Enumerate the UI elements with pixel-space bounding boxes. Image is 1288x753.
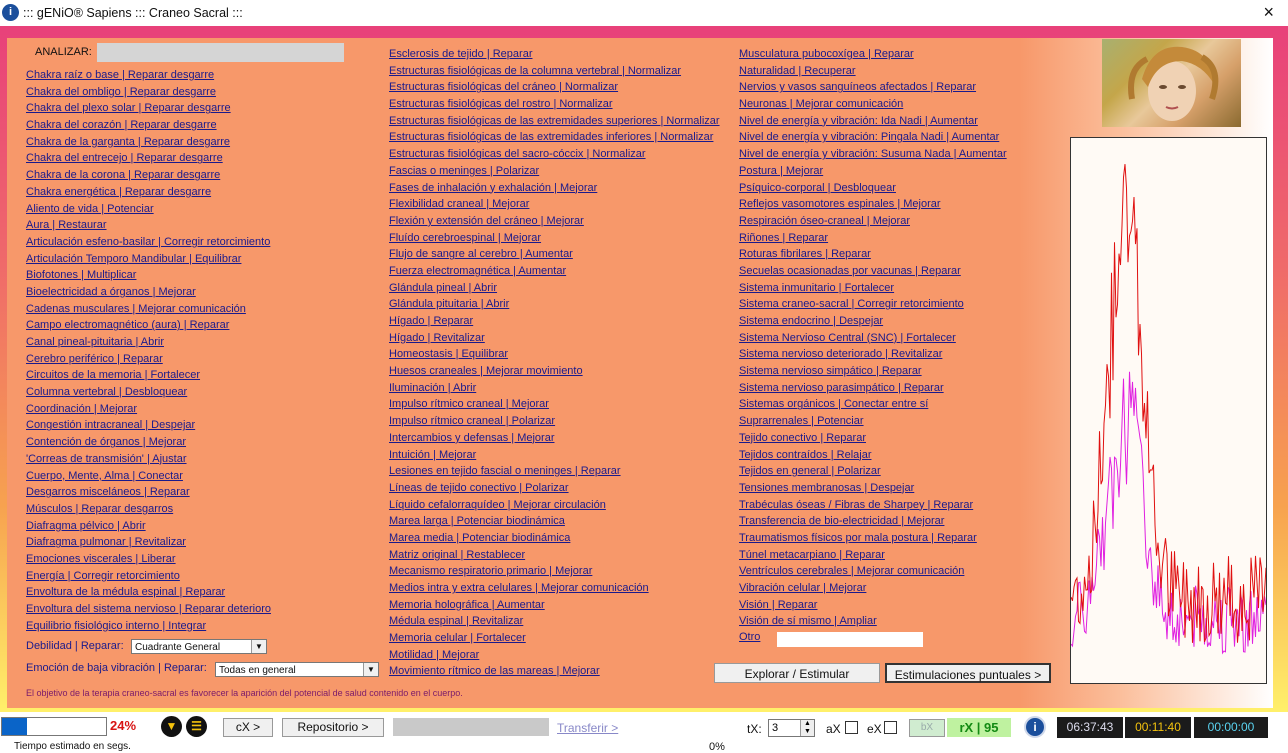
transfer-progress <box>393 718 549 736</box>
therapy-link[interactable]: Motilidad | Mejorar <box>389 648 480 661</box>
column-left <box>26 67 271 634</box>
therapy-link[interactable]: Esclerosis de tejido | Reparar <box>389 48 533 60</box>
debilidad-select[interactable] <box>131 639 267 654</box>
otro-input[interactable] <box>777 632 923 647</box>
therapy-link[interactable]: Flujo de sangre al cerebro | Aumentar <box>389 248 573 261</box>
therapy-link[interactable]: Bioelectricidad a órganos | Mejorar <box>26 285 196 298</box>
debilidad-label: Debilidad | Reparar: <box>26 640 124 652</box>
therapy-link[interactable]: Glándula pituitaria | Abrir <box>389 298 510 311</box>
signal-graph <box>1070 137 1267 684</box>
title-bar <box>0 0 1288 26</box>
tx-label: tX: <box>747 722 762 736</box>
chevron-down-icon[interactable]: ▼ <box>363 663 378 676</box>
tx-stepper[interactable] <box>768 719 815 737</box>
therapy-link[interactable]: Mecanismo respiratorio primario | Mejorar <box>389 565 593 578</box>
therapy-link[interactable]: Secuelas ocasionadas por vacunas | Reparar <box>739 264 961 277</box>
therapy-link[interactable]: Energía | Corregir retorcimiento <box>26 569 180 582</box>
therapy-link[interactable]: Chakra energética | Reparar desgarre <box>26 185 212 198</box>
ex-label: eX <box>867 722 882 736</box>
therapy-link[interactable]: Hígado | Reparar <box>389 315 474 327</box>
therapy-link[interactable]: Emociones viscerales | Liberar <box>26 552 176 565</box>
therapy-link[interactable]: Lesiones en tejido fascial o meninges | Reparar <box>389 465 621 478</box>
therapy-link[interactable]: Cuerpo, Mente, Alma | Conectar <box>26 469 183 482</box>
therapy-link[interactable]: Diafragma pélvico | Abrir <box>26 519 146 532</box>
analizar-input[interactable] <box>97 43 344 62</box>
therapy-link[interactable]: Sistema nervioso deteriorado | Revitalizar <box>739 348 943 361</box>
therapy-link[interactable]: Memoria holográfica | Aumentar <box>389 598 545 611</box>
therapy-link[interactable]: Estructuras fisiológicas de las extremidades superiores | Normalizar <box>389 114 720 127</box>
therapy-link[interactable]: Traumatismos físicos por mala postura | Reparar <box>739 531 977 544</box>
time-current: 06:37:43 <box>1057 717 1123 738</box>
bx-button[interactable]: bX <box>909 719 945 737</box>
window-title: ::: gENiO® Sapiens ::: Craneo Sacral ::: <box>23 6 243 20</box>
ex-checkbox[interactable] <box>884 721 897 734</box>
therapy-link[interactable]: Diafragma pulmonar | Revitalizar <box>26 536 186 549</box>
therapy-link[interactable]: Sistemas orgánicos | Conectar entre sí <box>739 398 929 411</box>
emocion-select[interactable] <box>215 662 379 677</box>
therapy-link[interactable]: Vibración celular | Mejorar <box>739 582 867 594</box>
therapy-link[interactable]: Sistema Nervioso Central (SNC) | Fortalecer <box>739 331 956 344</box>
column-middle <box>389 46 720 680</box>
therapy-link[interactable]: Transferencia de bio-electricidad | Mejorar <box>739 515 945 528</box>
therapy-link[interactable]: Trabéculas óseas / Fibras de Sharpey | Reparar <box>739 498 974 511</box>
therapy-link[interactable]: Impulso rítmico craneal | Polarizar <box>389 415 556 428</box>
tx-value: 3 <box>772 722 779 734</box>
therapy-link[interactable]: Chakra del plexo solar | Reparar desgarre <box>26 102 231 115</box>
estimated-time-label: Tiempo estimado en segs. <box>14 741 131 752</box>
cx-button[interactable]: cX > <box>223 718 273 737</box>
therapy-link[interactable]: Equilibrio fisiológico interno | Integrar <box>26 619 207 632</box>
therapy-link[interactable]: Fuerza electromagnética | Aumentar <box>389 264 567 277</box>
analizar-label: ANALIZAR: <box>35 46 92 58</box>
therapy-link[interactable]: Músculos | Reparar desgarros <box>26 502 174 515</box>
therapy-link[interactable]: Huesos craneales | Mejorar movimiento <box>389 365 583 378</box>
therapy-link[interactable]: Aliento de vida | Potenciar <box>26 202 154 215</box>
info-icon[interactable]: i <box>2 4 19 21</box>
therapy-link[interactable]: Glándula pineal | Abrir <box>389 281 498 294</box>
therapy-link[interactable]: Visión | Reparar <box>739 598 818 611</box>
therapy-link[interactable]: Psíquico-corporal | Desbloquear <box>739 181 896 194</box>
therapy-link[interactable]: Sistema nervioso simpático | Reparar <box>739 365 922 378</box>
therapy-link[interactable]: Suprarrenales | Potenciar <box>739 415 864 428</box>
therapy-link[interactable]: Chakra del entrecejo | Reparar desgarre <box>26 152 223 165</box>
therapy-link[interactable]: Articulación Temporo Mandibular | Equilibrar <box>26 252 242 265</box>
therapy-link[interactable]: Intercambios y defensas | Mejorar <box>389 431 555 444</box>
progress-fill <box>2 718 27 735</box>
therapy-link[interactable]: Canal pineal-pituitaria | Abrir <box>26 336 164 348</box>
footer-note: El objetivo de la terapia craneo-sacral es favorecer la aparición del potencial de salud contenido en el cuerpo. <box>26 688 463 698</box>
therapy-link[interactable]: Chakra de la corona | Reparar desgarre <box>26 169 221 182</box>
therapy-link[interactable]: Biofotones | Multiplicar <box>26 269 137 282</box>
therapy-link[interactable]: Sistema nervioso parasimpático | Reparar <box>739 381 944 394</box>
therapy-link[interactable]: Flexibilidad craneal | Mejorar <box>389 198 530 211</box>
therapy-link[interactable]: Estructuras fisiológicas de la columna vertebral | Normalizar <box>389 64 682 77</box>
therapy-link[interactable]: Envoltura de la médula espinal | Reparar <box>26 586 226 599</box>
therapy-link[interactable]: Nivel de energía y vibración: Ida Nadi | Aumentar <box>739 114 978 127</box>
therapy-link[interactable]: Flexión y extensión del cráneo | Mejorar <box>389 214 584 227</box>
chevron-down-icon[interactable]: ▼ <box>251 640 266 653</box>
therapy-link[interactable]: Movimiento rítmico de las mareas | Mejorar <box>389 665 600 678</box>
therapy-link[interactable]: Ventrículos cerebrales | Mejorar comunicación <box>739 565 965 578</box>
therapy-link[interactable]: Visión de sí mismo | Ampliar <box>739 615 877 628</box>
column-right <box>739 46 1007 630</box>
repositorio-button[interactable]: Repositorio > <box>282 718 384 737</box>
transferir-link[interactable]: Transferir > <box>557 721 619 735</box>
therapy-link[interactable]: Marea larga | Potenciar biodinámica <box>389 515 565 528</box>
therapy-link[interactable]: Reflejos vasomotores espinales | Mejorar <box>739 198 941 211</box>
close-icon[interactable]: × <box>1263 2 1274 22</box>
therapy-link[interactable]: Columna vertebral | Desbloquear <box>26 386 188 399</box>
therapy-link[interactable]: Hígado | Revitalizar <box>389 331 485 344</box>
portrait-image <box>1102 39 1241 127</box>
rx-display: rX | 95 <box>947 718 1011 737</box>
therapy-link[interactable]: Médula espinal | Revitalizar <box>389 615 524 628</box>
therapy-link[interactable]: Roturas fibrilares | Reparar <box>739 248 871 261</box>
therapy-link[interactable]: Memoria celular | Fortalecer <box>389 632 526 645</box>
therapy-link[interactable]: Estructuras fisiológicas del sacro-cóccix | Normalizar <box>389 148 646 161</box>
therapy-link[interactable]: Estructuras fisiológicas del rostro | Normalizar <box>389 98 613 111</box>
therapy-link[interactable]: Medios intra y extra celulares | Mejorar comunicación <box>389 582 649 594</box>
therapy-link[interactable]: Fases de inhalación y exhalación | Mejorar <box>389 181 598 194</box>
info-icon[interactable]: i <box>1024 716 1046 738</box>
therapy-link[interactable]: Postura | Mejorar <box>739 164 824 177</box>
therapy-link[interactable]: Musculatura pubocoxígea | Reparar <box>739 48 914 60</box>
therapy-link[interactable]: Contención de órganos | Mejorar <box>26 436 187 449</box>
therapy-link[interactable]: Tejido conectivo | Reparar <box>739 431 866 444</box>
therapy-link[interactable]: Neuronas | Mejorar comunicación <box>739 98 904 111</box>
therapy-link[interactable]: Cerebro periférico | Reparar <box>26 352 163 365</box>
therapy-link[interactable]: Aura | Restaurar <box>26 219 107 232</box>
therapy-link[interactable]: Circuitos de la memoria | Fortalecer <box>26 369 201 382</box>
therapy-link[interactable]: Sistema inmunitario | Fortalecer <box>739 281 895 294</box>
therapy-link[interactable]: Cadenas musculares | Mejorar comunicación <box>26 302 246 315</box>
therapy-link[interactable]: Envoltura del sistema nervioso | Reparar deterioro <box>26 603 271 615</box>
debilidad-selected: Cuadrante General <box>135 642 221 653</box>
therapy-link[interactable]: Intuición | Mejorar <box>389 448 477 461</box>
explorar-button[interactable]: Explorar / Estimular <box>714 663 880 683</box>
emocion-label: Emoción de baja vibración | Reparar: <box>26 662 207 674</box>
therapy-link[interactable]: Coordinación | Mejorar <box>26 402 138 415</box>
therapy-link[interactable]: Estructuras fisiológicas de las extremidades inferiores | Normalizar <box>389 131 714 144</box>
therapy-link[interactable]: Tensiones membranosas | Despejar <box>739 481 915 494</box>
zero-percent: 0% <box>709 741 725 753</box>
time-remaining: 00:00:00 <box>1194 717 1268 738</box>
therapy-link[interactable]: Líneas de tejido conectivo | Polarizar <box>389 481 569 494</box>
therapy-link[interactable]: Matriz original | Restablecer <box>389 548 526 561</box>
therapy-link[interactable]: Articulación esfeno-basilar | Corregir retorcimiento <box>26 235 271 248</box>
red-signal-line <box>1071 164 1266 643</box>
therapy-link[interactable]: Estructuras fisiológicas del cráneo | Normalizar <box>389 81 619 94</box>
therapy-link[interactable]: Chakra de la garganta | Reparar desgarre <box>26 135 231 148</box>
therapy-link[interactable]: Fascias o meninges | Polarizar <box>389 164 540 177</box>
therapy-link[interactable]: Marea media | Potenciar biodinámica <box>389 531 571 544</box>
therapy-link[interactable]: Congestión intracraneal | Despejar <box>26 419 196 432</box>
therapy-link[interactable]: Nivel de energía y vibración: Susuma Nada | Aumentar <box>739 148 1007 161</box>
therapy-link[interactable]: Líquido cefalorraquídeo | Mejorar circulación <box>389 498 606 511</box>
therapy-link[interactable]: Tejidos en general | Polarizar <box>739 465 881 478</box>
therapy-link[interactable]: Nervios y vasos sanguíneos afectados | Reparar <box>739 81 977 94</box>
ax-label: aX <box>826 722 841 736</box>
estimulaciones-button[interactable]: Estimulaciones puntuales > <box>885 663 1051 683</box>
stepper-arrows-icon[interactable]: ▲ ▼ <box>800 720 814 736</box>
therapy-link[interactable]: Fluído cerebroespinal | Mejorar <box>389 231 542 244</box>
therapy-link[interactable]: Tejidos contraídos | Relajar <box>739 448 872 461</box>
therapy-link[interactable]: Chakra del corazón | Reparar desgarre <box>26 119 217 132</box>
therapy-link[interactable]: Sistema endocrino | Despejar <box>739 315 884 327</box>
therapy-link[interactable]: Chakra del ombligo | Reparar desgarre <box>26 85 216 98</box>
therapy-link[interactable]: Iluminación | Abrir <box>389 381 477 394</box>
therapy-link[interactable]: 'Correas de transmisión' | Ajustar <box>26 452 187 465</box>
therapy-link[interactable]: Sistema craneo-sacral | Corregir retorcimiento <box>739 298 964 311</box>
therapy-link[interactable]: Campo electromagnético (aura) | Reparar <box>26 319 230 332</box>
therapy-link[interactable]: Naturalidad | Recuperar <box>739 64 856 77</box>
menu-lines-icon[interactable]: ☰ <box>186 716 207 737</box>
emocion-selected: Todas en general <box>219 665 296 676</box>
time-elapsed: 00:11:40 <box>1125 717 1191 738</box>
therapy-link[interactable]: Riñones | Reparar <box>739 231 829 244</box>
therapy-link[interactable]: Chakra raíz o base | Reparar desgarre <box>26 69 215 81</box>
therapy-link[interactable]: Homeostasis | Equilibrar <box>389 348 509 361</box>
therapy-link[interactable]: Impulso rítmico craneal | Mejorar <box>389 398 549 411</box>
ax-checkbox[interactable] <box>845 721 858 734</box>
therapy-link[interactable]: Nivel de energía y vibración: Pingala Nadi | Aumentar <box>739 131 1000 144</box>
therapy-link[interactable]: Respiración óseo-craneal | Mejorar <box>739 214 910 227</box>
down-arrow-icon[interactable]: ▼ <box>161 716 182 737</box>
progress-percent: 24% <box>110 718 137 733</box>
therapy-link[interactable]: Túnel metacarpiano | Reparar <box>739 548 885 561</box>
therapy-link[interactable]: Desgarros misceláneos | Reparar <box>26 486 190 499</box>
otro-link[interactable]: Otro <box>739 631 761 643</box>
progress-bar <box>1 717 107 736</box>
